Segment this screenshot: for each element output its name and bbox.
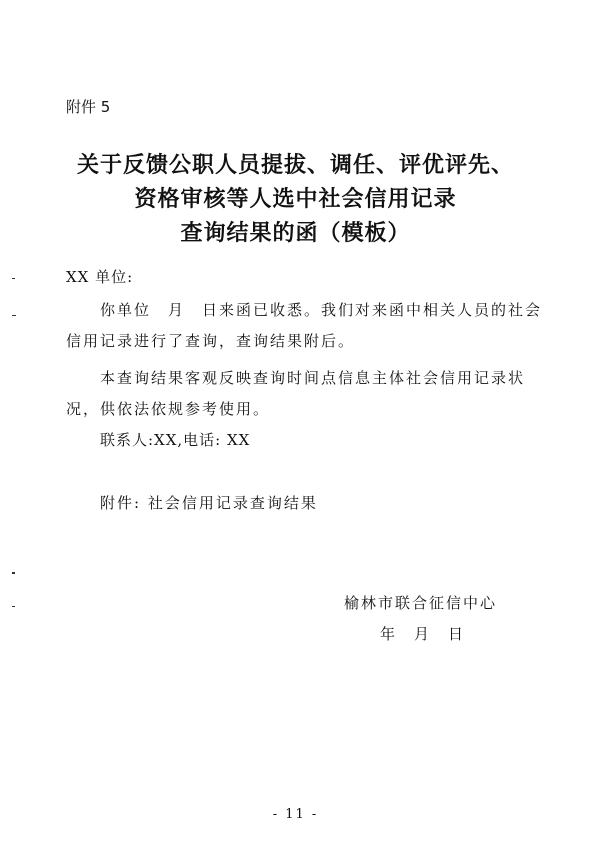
attachment-line: 附件: 社会信用记录查询结果 <box>100 494 318 512</box>
paragraph-1-line-1: 你单位 月 日来函已收悉。我们对来函中相关人员的社会 <box>100 301 543 319</box>
signature-date: 年 月 日 <box>380 625 466 643</box>
margin-mark <box>12 278 15 279</box>
margin-mark <box>12 315 16 316</box>
margin-mark <box>12 606 15 607</box>
title-line-1: 关于反馈公职人员提拔、调任、评优评先、 <box>76 152 514 178</box>
paragraph-1-line-2: 信用记录进行了查询，查询结果附后。 <box>66 332 356 350</box>
margin-mark <box>12 572 15 574</box>
signature-org: 榆林市联合征信中心 <box>344 594 498 612</box>
contact-line: 联系人:XX,电话: XX <box>100 431 251 449</box>
title-line-3: 查询结果的函（模板） <box>180 220 411 246</box>
paragraph-2-line-2: 况，供依法依规参考使用。 <box>66 400 271 418</box>
page-number: - 11 - <box>272 807 319 822</box>
salutation: XX 单位: <box>66 268 134 286</box>
title-line-2: 资格审核等人选中社会信用记录 <box>134 186 457 212</box>
attachment-label: 附件 5 <box>66 98 111 116</box>
paragraph-2-line-1: 本查询结果客观反映查询时间点信息主体社会信用记录状 <box>100 369 526 387</box>
